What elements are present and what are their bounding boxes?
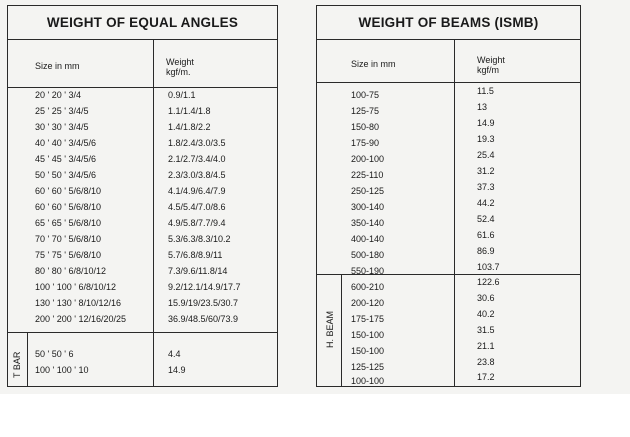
hbeam-weight-cell: 122.6: [477, 277, 500, 287]
tbar-section-label: T BAR: [12, 351, 22, 378]
beam-weight-cell: 86.9: [477, 246, 495, 256]
beam-weight-cell: 37.3: [477, 182, 495, 192]
beam-weight-cell: 61.6: [477, 230, 495, 240]
angle-size-cell: 75 ' 75 ' 5/6/8/10: [35, 250, 101, 260]
beam-weight-cell: 11.5: [477, 86, 494, 96]
hbeam-weight-cell: 31.5: [477, 325, 495, 335]
hbeam-weight-cell: 23.8: [477, 357, 495, 367]
angle-size-cell: 25 ' 25 ' 3/4/5: [35, 106, 89, 116]
angle-weight-cell: 4.5/5.4/7.0/8.6: [168, 202, 226, 212]
tbar-section-divider: [8, 332, 277, 333]
angle-size-cell: 65 ' 65 ' 5/6/8/10: [35, 218, 101, 228]
weight-column-header: [477, 55, 505, 75]
tbar-label-divider: [27, 332, 28, 386]
tbar-weight-cell: 4.4: [168, 349, 181, 359]
angle-size-cell: 80 ' 80 ' 6/8/10/12: [35, 266, 106, 276]
tbar-size-cell: 100 ' 100 ' 10: [35, 365, 89, 375]
beam-weight-cell: 13: [477, 102, 488, 112]
angle-size-cell: 60 ' 60 ' 5/6/8/10: [35, 202, 101, 212]
beam-size-cell: 350-140: [351, 218, 385, 228]
size-column-header: Size in mm: [351, 59, 396, 69]
hbeam-weight-cell: 40.2: [477, 309, 495, 319]
angle-weight-cell: 4.1/4.9/6.4/7.9: [168, 186, 226, 196]
beam-size-cell: 400-140: [351, 234, 385, 244]
angle-weight-cell: 1.8/2.4/3.0/3.5: [168, 138, 226, 148]
weight-header-unit: kgf/m.: [166, 67, 191, 77]
angle-weight-cell: 15.9/19/23.5/30.7: [168, 298, 239, 308]
hbeam-size-cell: 175-175: [351, 314, 385, 324]
beam-size-cell: 225-110: [351, 170, 384, 180]
beams-table: [316, 5, 581, 387]
weight-header-unit: kgf/m: [477, 65, 500, 75]
size-column-header: Size in mm: [35, 61, 80, 71]
beam-size-cell: 250-125: [351, 186, 385, 196]
hbeam-size-cell: 125-125: [351, 362, 385, 372]
angle-size-cell: 200 ' 200 ' 12/16/20/25: [35, 314, 127, 324]
beam-size-cell: 150-80: [351, 122, 380, 132]
beam-size-cell: 300-140: [351, 202, 385, 212]
hbeam-weight-cell: 17.2: [477, 372, 495, 382]
tbar-size-cell: 50 ' 50 ' 6: [35, 349, 74, 359]
hbeam-size-cell: 100-100: [351, 376, 385, 386]
beam-size-cell: 500-180: [351, 250, 385, 260]
angle-size-cell: 100 ' 100 ' 6/8/10/12: [35, 282, 117, 292]
angle-size-cell: 70 ' 70 ' 5/6/8/10: [35, 234, 101, 244]
beam-weight-cell: 19.3: [477, 134, 495, 144]
angle-weight-cell: 36.9/48.5/60/73.9: [168, 314, 239, 324]
hbeam-label-divider: [341, 274, 342, 386]
weight-header-line1: Weight: [166, 57, 194, 67]
beam-size-cell: 200-100: [351, 154, 385, 164]
angle-weight-cell: 2.3/3.0/3.8/4.5: [168, 170, 226, 180]
angle-weight-cell: 7.3/9.6/11.8/14: [168, 266, 228, 276]
hbeam-size-cell: 200-120: [351, 298, 385, 308]
weight-header-line1: Weight: [477, 55, 505, 65]
hbeam-weight-cell: 21.1: [477, 341, 495, 351]
hbeam-weight-cell: 30.6: [477, 293, 495, 303]
column-divider: [153, 39, 154, 386]
angle-weight-cell: 1.1/1.4/1.8: [168, 106, 211, 116]
beam-weight-cell: 52.4: [477, 214, 495, 224]
beam-size-cell: 125-75: [351, 106, 380, 116]
angle-weight-cell: 5.3/6.3/8.3/10.2: [168, 234, 231, 244]
column-divider: [454, 39, 455, 386]
angle-size-cell: 20 ' 20 ' 3/4: [35, 90, 81, 100]
tbar-weight-cell: 14.9: [168, 365, 186, 375]
hbeam-size-cell: 150-100: [351, 346, 385, 356]
beam-size-cell: 550-190: [351, 266, 385, 276]
angle-size-cell: 40 ' 40 ' 3/4/5/6: [35, 138, 96, 148]
beam-size-cell: 100-75: [351, 90, 380, 100]
angle-weight-cell: 4.9/5.8/7.7/9.4: [168, 218, 226, 228]
angle-weight-cell: 9.2/12.1/14.9/17.7: [168, 282, 241, 292]
beam-weight-cell: 31.2: [477, 166, 495, 176]
hbeam-section-label: H. BEAM: [325, 310, 335, 348]
angle-size-cell: 45 ' 45 ' 3/4/5/6: [35, 154, 96, 164]
equal-angles-title: WEIGHT OF EQUAL ANGLES: [8, 6, 277, 40]
angle-size-cell: 60 ' 60 ' 5/6/8/10: [35, 186, 101, 196]
angle-weight-cell: 5.7/6.8/8.9/11: [168, 250, 223, 260]
angle-weight-cell: 0.9/1.1: [168, 90, 196, 100]
weight-column-header: [166, 57, 194, 77]
beam-weight-cell: 14.9: [477, 118, 495, 128]
angle-size-cell: 30 ' 30 ' 3/4/5: [35, 122, 89, 132]
beam-size-cell: 175-90: [351, 138, 380, 148]
angle-weight-cell: 2.1/2.7/3.4/4.0: [168, 154, 226, 164]
beam-weight-cell: 25.4: [477, 150, 495, 160]
angle-size-cell: 130 ' 130 ' 8/10/12/16: [35, 298, 122, 308]
beams-title: WEIGHT OF BEAMS (ISMB): [317, 6, 580, 40]
angle-size-cell: 50 ' 50 ' 3/4/5/6: [35, 170, 96, 180]
equal-angles-table: [7, 5, 278, 387]
beam-weight-cell: 103.7: [477, 262, 500, 272]
hbeam-size-cell: 600-210: [351, 282, 385, 292]
beam-weight-cell: 44.2: [477, 198, 495, 208]
angle-weight-cell: 1.4/1.8/2.2: [168, 122, 211, 132]
hbeam-size-cell: 150-100: [351, 330, 385, 340]
hbeam-section-divider: [317, 274, 580, 275]
